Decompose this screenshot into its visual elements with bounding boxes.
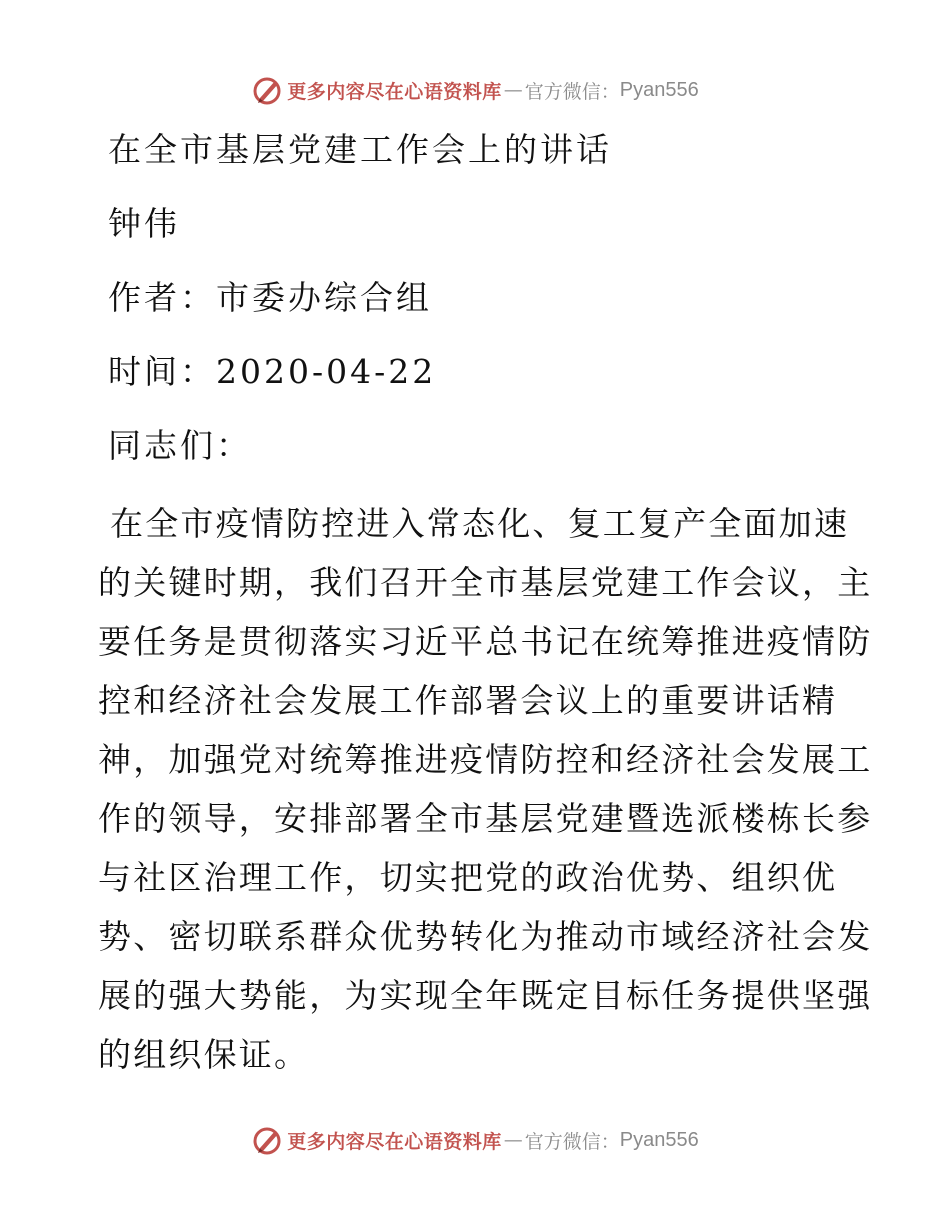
banner-text: 更多内容尽在心语资料库 bbox=[287, 80, 502, 103]
paragraph-line: 作的领导，安排部署全市基层党建暨选派楼栋长参 bbox=[98, 799, 873, 838]
watermark-banner-bottom bbox=[0, 1118, 950, 1162]
speaker-name: 钟伟 bbox=[108, 204, 180, 243]
author-line: 作者：市委办综合组 bbox=[108, 278, 432, 317]
banner-wechat-id: Pyan556 bbox=[619, 78, 699, 101]
banner-text: 更多内容尽在心语资料库 bbox=[287, 1130, 502, 1153]
paragraph-line: 展的强大势能，为实现全年既定目标任务提供坚强 bbox=[98, 976, 873, 1015]
paragraph-line: 的组织保证。 bbox=[98, 1035, 310, 1074]
watermark-banner-top bbox=[0, 68, 950, 112]
paragraph-line: 的关键时期，我们召开全市基层党建工作会议，主 bbox=[98, 563, 873, 602]
paragraph-line: 在全市疫情防控进入常态化、复工复产全面加速 bbox=[110, 504, 850, 543]
banner-wechat-label: 官方微信： bbox=[524, 80, 620, 103]
banner-wechat-id: Pyan556 bbox=[619, 1128, 699, 1151]
pen-logo-icon bbox=[251, 1124, 283, 1156]
document-title: 在全市基层党建工作会上的讲话 bbox=[108, 130, 612, 169]
pen-logo-icon bbox=[251, 74, 283, 106]
banner-wechat-label: 官方微信： bbox=[524, 1130, 620, 1153]
banner-dash: — bbox=[503, 79, 523, 101]
paragraph-line: 势、密切联系群众优势转化为推动市域经济社会发 bbox=[98, 917, 873, 956]
paragraph-line: 控和经济社会发展工作部署会议上的重要讲话精 bbox=[98, 681, 838, 720]
paragraph-line: 要任务是贯彻落实习近平总书记在统筹推进疫情防 bbox=[98, 622, 873, 661]
greeting: 同志们： bbox=[108, 426, 252, 465]
body-paragraph bbox=[98, 494, 873, 1084]
banner-dash: — bbox=[503, 1129, 523, 1151]
time-line: 时间：2020-04-22 bbox=[108, 352, 437, 391]
paragraph-line: 与社区治理工作，切实把党的政治优势、组织优 bbox=[98, 858, 838, 897]
paragraph-line: 神，加强党对统筹推进疫情防控和经济社会发展工 bbox=[98, 740, 873, 779]
